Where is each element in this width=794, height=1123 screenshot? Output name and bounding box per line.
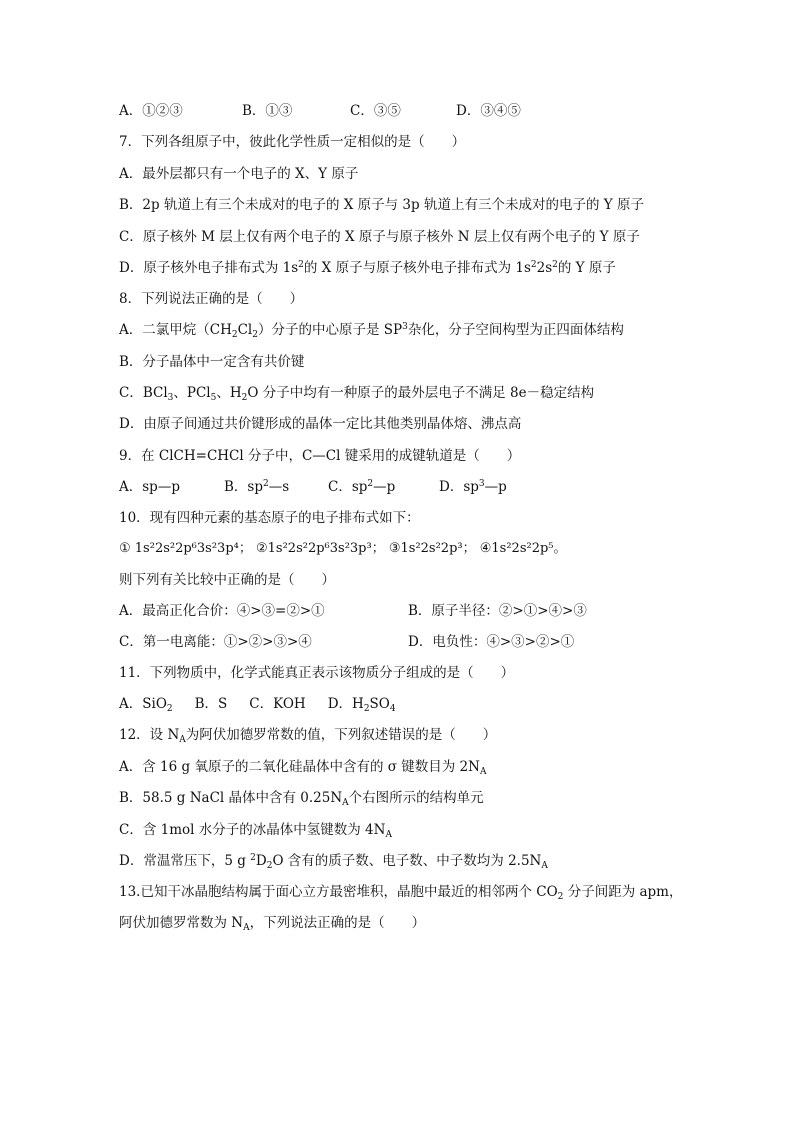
q10-configs: ① 1s²2s²2p⁶3s²3p⁴； ②1s²2s²2p⁶3s²3p³； ③1s²2s²2p³； ④1s²2s²2p⁵。: [119, 541, 567, 556]
q11-option-b: B．S: [194, 696, 228, 712]
q10-option-c: C．第一电离能：①>②>③>④: [119, 634, 312, 650]
q13-sub: A: [243, 923, 250, 933]
q12-stem-text: 12．设 N: [119, 727, 180, 743]
q11-a-sub: 2: [166, 704, 173, 714]
q9-b-text: —s: [268, 479, 290, 495]
q8-c-text: C．BCl: [119, 385, 168, 401]
q13-text: 13.已知干冰晶胞结构属于面心立方最密堆积，晶胞中最近的相邻两个 CO: [119, 884, 558, 900]
q8-c-sub: 5: [210, 393, 217, 403]
q8-stem: 8．下列说法正确的是（ ）: [119, 291, 304, 307]
q9-option-d: [439, 477, 507, 497]
q10-stem: 10．现有四种元素的基态原子的电子排布式如下：: [119, 510, 420, 526]
q12-d-sub: 2: [266, 861, 273, 871]
q9-option-b: [224, 477, 328, 497]
q11-a-text: A．SiO: [119, 696, 167, 712]
q7-option-c: C．原子核外 M 层上仅有两个电子的 X 原子与原子核外 N 层上仅有两个电子的 Y 原子: [119, 229, 640, 245]
q8-c-text: O 分子中均有一种原子的最外层电子不满足 8e－稳定结构: [247, 385, 595, 401]
q9-option-a: A．sp—p: [119, 479, 180, 495]
q13-text: 分子间距为 apm，: [563, 884, 683, 900]
q9-options: [119, 477, 507, 497]
q11-d-sub: 2: [363, 704, 370, 714]
q9-b-sup: 2: [263, 479, 269, 489]
q12-stem-sub: A: [179, 735, 186, 745]
q7-d-text: D．原子核外电子排布式为 1s: [119, 260, 299, 276]
q9-d-text: D．sp: [439, 479, 479, 495]
q11-option-a: [119, 694, 173, 714]
q12-a-text: A．含 16 g 氧原子的二氧化硅晶体中含有的 σ 键数目为 2N: [119, 759, 480, 775]
q7-option-d: [119, 258, 616, 278]
q8-a-sub: 2: [231, 330, 238, 340]
q12-d-sup: 2: [250, 853, 256, 863]
q7-d-sup: 2: [552, 260, 558, 270]
q10-options-cd: [119, 632, 697, 652]
q6-option-d: D．③④⑤: [456, 103, 521, 119]
q6-option-b: B．①③: [242, 103, 293, 119]
q9-stem: 9．在 ClCH=CHCl 分子中，C—Cl 键采用的成键轨道是（ ）: [119, 448, 521, 464]
q9-option-c: [328, 477, 439, 497]
q8-c-sub: 3: [167, 393, 174, 403]
q10-sub-stem: 则下列有关比较中正确的是（ ）: [119, 572, 335, 588]
q8-a-sub: 2: [252, 330, 258, 340]
q11-d-sub: 4: [389, 704, 396, 714]
q11-option-d: [328, 694, 396, 714]
q8-c-text: 、PCl: [173, 385, 211, 401]
q9-b-text: B．sp: [224, 479, 263, 495]
q12-d-sub: A: [541, 861, 548, 871]
q8-option-d: D．由原子间通过共价键形成的晶体一定比其他类别晶体熔、沸点高: [119, 416, 522, 432]
q8-option-c: [119, 383, 594, 403]
q9-c-sup: 2: [367, 479, 374, 489]
q8-option-b: B．分子晶体中一定含有共价键: [119, 354, 305, 370]
q12-b-text: 个右图所示的结构单元: [348, 790, 484, 806]
q12-stem-text: 为阿伏加德罗常数的值，下列叙述错误的是（ ）: [185, 727, 497, 743]
q12-option-a: [119, 757, 486, 777]
q9-c-text: C．sp: [328, 479, 368, 495]
q6-options: [119, 101, 560, 121]
q7-option-a: A．最外层都只有一个电子的 X、Y 原子: [119, 166, 359, 182]
q8-a-sup: 3: [402, 322, 408, 332]
q12-stem: [119, 725, 496, 745]
q6-option-c: C．③⑤: [350, 103, 401, 119]
q11-stem: 11．下列物质中，化学式能真正表示该物质分子组成的是（ ）: [119, 665, 515, 681]
q12-d-text: D．常温常压下，5 g: [119, 853, 251, 869]
q11-option-c: C．KOH: [249, 696, 306, 712]
q12-d-text: D: [255, 853, 267, 869]
q8-a-text: Cl: [237, 322, 253, 338]
q12-option-b: [119, 788, 484, 808]
q12-b-sub: A: [342, 798, 349, 808]
q7-d-text: 的 Y 原子: [557, 260, 616, 276]
q12-c-text: C．含 1mol 水分子的冰晶体中氢键数为 4N: [119, 822, 386, 838]
q8-c-sub: 2: [241, 393, 248, 403]
q7-d-sup: 2: [530, 260, 537, 270]
q10-option-a: A．最高正化合价：④>③=②>①: [119, 603, 325, 619]
q8-a-text: A．二氯甲烷（CH: [119, 322, 232, 338]
q9-c-text: —p: [373, 479, 396, 495]
q7-d-sup: 2: [298, 260, 304, 270]
q10-options-ab: [119, 601, 697, 621]
q6-option-a: A．①②③: [119, 103, 183, 119]
q10-option-d: D．电负性：④>③>②>①: [408, 634, 575, 650]
q12-b-text: B．58.5 g NaCl 晶体中含有 0.25N: [119, 790, 343, 806]
q12-a-sub: A: [479, 767, 487, 777]
q12-option-c: [119, 820, 392, 840]
q12-c-sub: A: [385, 830, 392, 840]
q7-d-text: 2s: [536, 260, 553, 276]
q10-option-b: B．原子半径：②>①>④>③: [408, 603, 587, 619]
q13-text-line1: [119, 882, 682, 902]
q11-options: [119, 694, 418, 714]
q8-a-text: 杂化，分子空间构型为正四面体结构: [407, 322, 624, 338]
q11-d-text: SO: [369, 696, 390, 712]
q13-text: ，下列说法正确的是（ ）: [249, 915, 426, 931]
q13-sub: 2: [557, 892, 564, 902]
q7-d-text: 的 X 原子与原子核外电子排布式为 1s: [303, 260, 531, 276]
q12-option-d: [119, 851, 548, 871]
q7-option-b: B．2p 轨道上有三个未成对的电子的 X 原子与 3p 轨道上有三个未成对的电子的 Y 原子: [119, 197, 644, 213]
q8-a-text: ）分子的中心原子是 SP: [257, 322, 403, 338]
q8-option-a: [119, 320, 624, 340]
q8-c-text: 、H: [216, 385, 242, 401]
q13-text-line2: [119, 913, 425, 933]
q13-text: 阿伏加德罗常数为 N: [119, 915, 244, 931]
q7-stem: 7．下列各组原子中，彼此化学性质一定相似的是（ ）: [119, 134, 466, 150]
q9-d-sup: 3: [478, 479, 485, 489]
q12-d-text: O 含有的质子数、电子数、中子数均为 2.5N: [272, 853, 542, 869]
q9-d-text: —p: [484, 479, 507, 495]
q11-d-text: D．H: [327, 696, 364, 712]
